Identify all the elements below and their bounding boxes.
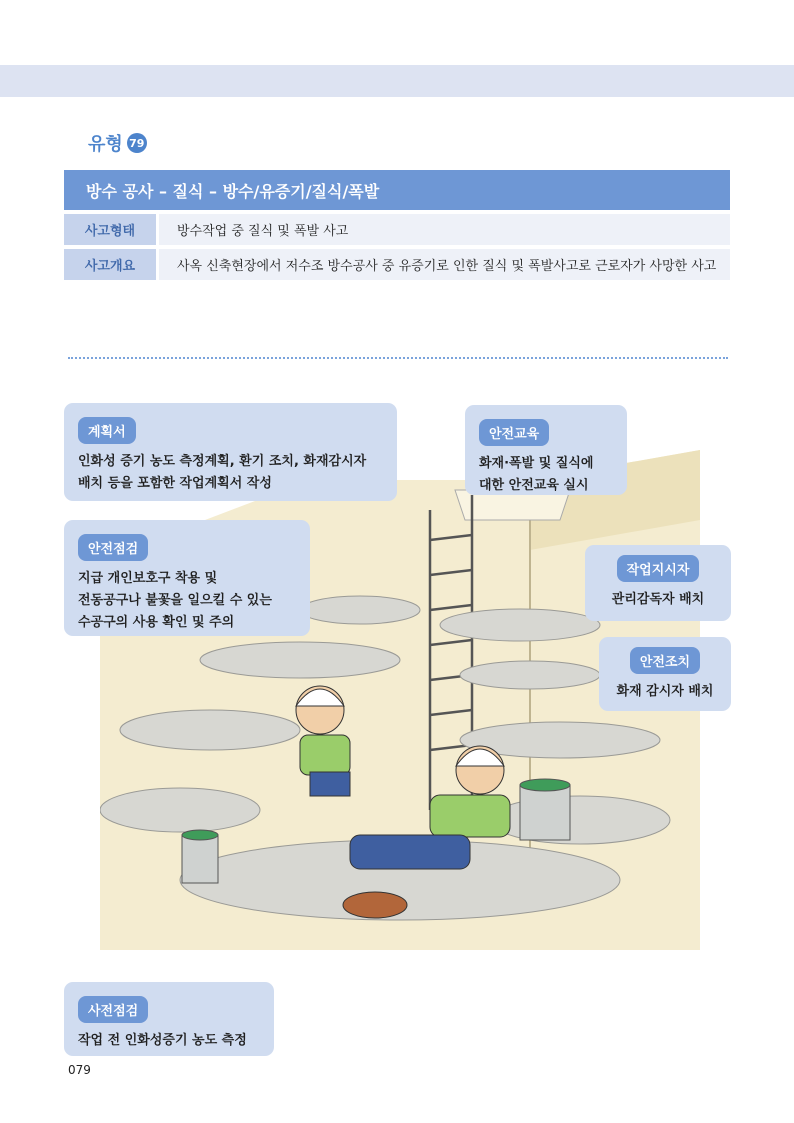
callout-tag: 안전점검: [78, 534, 148, 561]
info-key: 사고형태: [64, 214, 156, 245]
paint-can-left: [182, 830, 218, 883]
info-row-accident-summary: [64, 249, 730, 280]
callout-text: 수공구의 사용 확인 및 주의: [78, 615, 235, 630]
page-number: 079: [68, 1063, 91, 1077]
callout-plan: [64, 403, 397, 501]
callout-text: 관리감독자 배치: [611, 592, 705, 607]
type-label: 유형: [88, 134, 123, 155]
callout-supervisor: [585, 545, 731, 621]
info-value: 방수작업 중 질식 및 폭발 사고: [159, 214, 730, 245]
callout-text: 전동공구나 불꽃을 일으킬 수 있는: [78, 593, 272, 608]
page-title: 방수 공사 – 질식 – 방수/유증기/질식/폭발: [64, 170, 730, 210]
callout-tag: 계획서: [78, 417, 136, 444]
type-number-badge: 79: [127, 133, 147, 153]
paint-can-right: [520, 779, 570, 840]
callout-tag: 사전점검: [78, 996, 148, 1023]
callout-tag: 안전조치: [630, 647, 700, 674]
type-heading: [88, 130, 147, 156]
callout-inspection: [64, 520, 310, 636]
info-value: 사옥 신축현장에서 저수조 방수공사 중 유증기로 인한 질식 및 폭발사고로 근로자가 사망한 사고: [159, 249, 730, 280]
info-key: 사고개요: [64, 249, 156, 280]
callout-text: 대한 안전교육 실시: [479, 478, 589, 493]
callout-text: 배치 등을 포함한 작업계획서 작성: [78, 476, 272, 491]
callout-tag: 작업지시자: [617, 555, 700, 582]
callout-text: 화재·폭발 및 질식에: [479, 456, 594, 471]
callout-text: 지급 개인보호구 착용 및: [78, 571, 218, 586]
callout-text: 인화성 증기 농도 측정계획, 환기 조치, 화재감시자: [78, 454, 367, 469]
callout-measure: [599, 637, 731, 711]
callout-precheck: [64, 982, 274, 1056]
callout-text: 화재 감시자 배치: [616, 684, 714, 699]
callout-education: [465, 405, 627, 495]
header-band: [0, 65, 794, 97]
dotted-divider: [68, 357, 728, 359]
info-row-accident-type: [64, 214, 730, 245]
callout-tag: 안전교육: [479, 419, 549, 446]
callout-text: 작업 전 인화성증기 농도 측정: [78, 1033, 247, 1048]
